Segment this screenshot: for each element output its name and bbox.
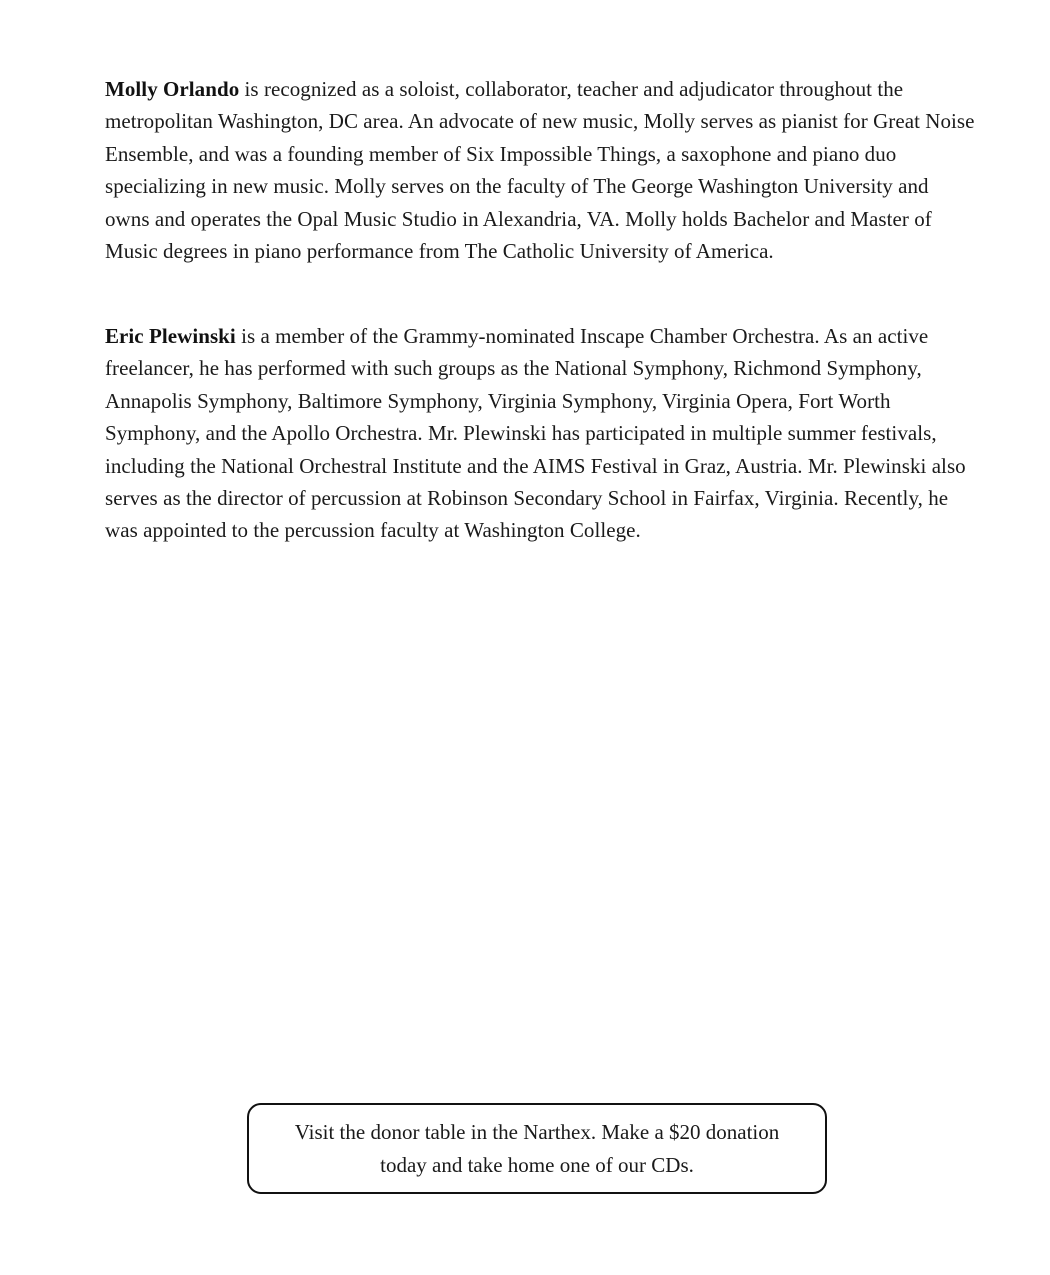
bio-molly-orlando <box>105 73 977 267</box>
bio-name: Molly Orlando <box>105 77 240 101</box>
donor-callout-box <box>247 1103 827 1194</box>
bio-eric-plewinski <box>105 320 977 547</box>
bio-text: is recognized as a soloist, collaborator, teacher and adjudicator throughout the metropolitan Washington, DC area. An advocate of new music, Molly serves as pianist for Great Noise Ensemble, and was a founding member of Six Impossible Things, a saxophone and piano duo specializing in new music. Molly serves on the faculty of The George Washington University and owns and operates the Opal Music Studio in Alexandria, VA. Molly holds Bachelor and Master of Music degrees in piano performance from The Catholic University of America. <box>105 77 975 264</box>
donor-callout-text: Visit the donor table in the Narthex. Make a $20 donation today and take home one of our CDs. <box>294 1120 780 1177</box>
bio-text: is a member of the Grammy-nominated Inscape Chamber Orchestra. As an active freelancer, he has performed with such groups as the National Symphony, Richmond Symphony, Annapolis Symphony, Baltimore Symphony, Virginia Symphony, Virginia Opera, Fort Worth Symphony, and the Apollo Orchestra. Mr. Plewinski has participated in multiple summer festivals, including the National Orchestral Institute and the AIMS Festival in Graz, Austria. Mr. Plewinski also serves as the director of percussion at Robinson Secondary School in Fairfax, Virginia. Recently, he was appointed to the percussion faculty at Washington College. <box>105 324 966 543</box>
bio-name: Eric Plewinski <box>105 324 236 348</box>
